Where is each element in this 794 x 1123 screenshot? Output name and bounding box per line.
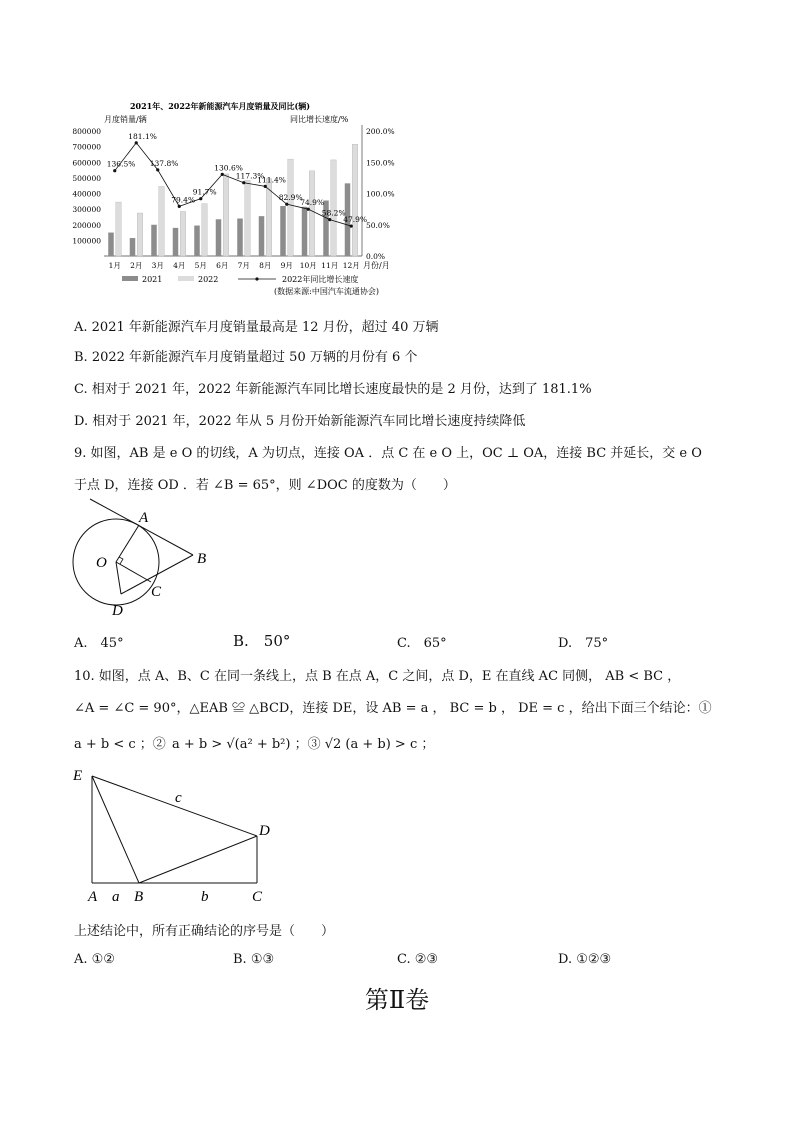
q9-option-c: C. 65° [397, 636, 447, 651]
growth-point [135, 141, 138, 144]
bar-2022 [352, 144, 358, 256]
bar-2021 [302, 207, 308, 256]
growth-point [328, 218, 331, 221]
x-tick-label: 9月 [280, 261, 293, 270]
x-tick-label: 12月 [342, 261, 360, 270]
x-tick-label: 6月 [216, 261, 229, 270]
left-tick-label: 800000 [72, 127, 101, 136]
q8-option-b: B. 2022 年新能源汽车月度销量超过 50 万辆的月份有 6 个 [74, 350, 418, 365]
growth-data-label: 74.9% [300, 198, 325, 208]
q10-stem-line3a: a + b < c ；② [74, 737, 166, 752]
right-axis-label: 同比增长速度/% [290, 115, 349, 124]
x-tick-label: 8月 [259, 261, 272, 270]
label-small-c: c [175, 790, 182, 806]
q10-option-c: C. ②③ [397, 952, 439, 967]
left-tick-label: 100000 [72, 236, 101, 246]
x-tick-label: 10月 [299, 261, 317, 270]
label-o: O [96, 555, 107, 571]
bar-2021 [108, 233, 114, 256]
label-c: C [151, 584, 162, 600]
label-c: C [252, 889, 263, 905]
growth-data-label: 58.2% [321, 208, 346, 218]
growth-data-label: 47.9% [343, 215, 368, 225]
bar-2022 [116, 202, 122, 256]
x-tick-labels [109, 261, 360, 270]
segment-ed [92, 776, 257, 836]
left-tick-label: 400000 [72, 189, 101, 199]
q10-option-d: D. ①②③ [558, 952, 612, 967]
q9-figure [64, 495, 224, 625]
segment-eb [92, 776, 139, 883]
right-tick-label: 100.0% [366, 189, 395, 199]
right-angle-mark [119, 557, 123, 564]
left-tick-label: 700000 [72, 142, 101, 152]
x-axis-label: 月份/月 [363, 261, 390, 270]
left-tick-label: 500000 [72, 173, 101, 183]
left-axis [72, 127, 101, 245]
bar-2022 [245, 180, 251, 256]
bar-2022 [266, 179, 272, 256]
right-tick-label: 50.0% [366, 220, 390, 230]
growth-data-label: 82.9% [278, 193, 303, 203]
q10-figure [70, 764, 280, 909]
growth-data-label: 117.3% [235, 171, 265, 181]
growth-point [242, 181, 245, 184]
right-tick-label: 0.0% [366, 252, 386, 261]
growth-point [156, 168, 159, 171]
growth-line [115, 143, 352, 226]
segment-oa [116, 525, 139, 562]
growth-point [285, 203, 288, 206]
left-tick-label: 600000 [72, 158, 101, 168]
label-d: D [112, 603, 123, 619]
segment-oc [116, 562, 151, 582]
left-axis-label: 月度销量/辆 [104, 115, 147, 124]
label-d: D [259, 823, 270, 839]
bar-2021 [173, 228, 179, 256]
q10-stem-line3b: a + b > √(a² + b²) ；③ √2 (a + b) > c ； [172, 737, 435, 752]
growth-data-label: 181.1% [128, 131, 157, 141]
q8-option-a: A. 2021 年新能源汽车月度销量最高是 12 月份，超过 40 万辆 [74, 320, 439, 335]
x-tick-label: 4月 [173, 261, 186, 270]
label-e: E [73, 768, 83, 784]
bar-2022 [180, 211, 186, 256]
left-tick-label: 200000 [72, 220, 101, 230]
legend-label-line: 2022年同比增长速度 [282, 275, 359, 284]
legend-swatch-2022 [178, 276, 194, 281]
growth-data-label: 136.5% [106, 159, 136, 169]
bar-2022 [309, 171, 315, 256]
label-small-a: a [112, 889, 120, 905]
growth-data-label: 137.8% [149, 158, 179, 168]
growth-point [350, 224, 353, 227]
x-tick-label: 7月 [237, 261, 250, 270]
growth-point [221, 173, 224, 176]
left-tick-label: 300000 [72, 205, 101, 215]
q9-stem-line1: 9. 如图，AB 是 e O 的切线，A 为切点，连接 OA ．点 C 在 e O 上，OC ⊥ OA，连接 BC 并延长，交 e O [74, 446, 702, 461]
tangent-line-ab [90, 499, 193, 555]
bar-2021 [130, 238, 136, 256]
q8-option-d: D. 相对于 2021 年，2022 年从 5 月份开始新能源汽车同比增长速度持续降低 [74, 414, 526, 429]
bar-2021 [151, 225, 157, 256]
x-tick-label: 2月 [130, 261, 143, 270]
section-title: 第Ⅱ卷 [364, 986, 430, 1014]
bar-2021 [237, 219, 243, 257]
x-tick-label: 1月 [108, 261, 121, 270]
right-tick-label: 150.0% [366, 158, 395, 168]
bar-2022 [202, 204, 208, 256]
label-a: A [88, 889, 98, 905]
q8-option-c: C. 相对于 2021 年，2022 年新能源汽车同比增长速度最快的是 2 月份，达到了 181.1% [74, 382, 592, 397]
legend-label-2021: 2021 [142, 275, 163, 284]
legend-line-marker [255, 277, 258, 280]
growth-data-label: 91.7% [192, 187, 217, 197]
bar-2021 [194, 226, 200, 256]
bar-2022 [159, 186, 165, 256]
bar-2022 [288, 159, 294, 256]
growth-data-label: 111.4% [257, 175, 286, 185]
q9-option-a: A. 45° [74, 636, 124, 651]
bar-2022 [223, 174, 229, 256]
label-a: A [139, 510, 149, 526]
segment-bd [139, 836, 257, 883]
growth-point [199, 197, 202, 200]
growth-point [264, 185, 267, 188]
right-tick-label: 200.0% [366, 127, 395, 136]
x-tick-label: 5月 [194, 261, 207, 270]
label-small-b: b [201, 889, 209, 905]
x-tick-label: 3月 [151, 261, 164, 270]
q10-option-a: A. ①② [74, 952, 115, 967]
legend-swatch-2021 [122, 276, 138, 281]
bar-2021 [280, 206, 286, 256]
label-b: B [197, 551, 207, 567]
segment-od [116, 562, 121, 594]
q9-option-d: D. 75° [558, 636, 609, 651]
growth-point [307, 208, 310, 211]
q9-stem-line2: 于点 D，连接 OD ．若 ∠B = 65°，则 ∠DOC 的度数为（ ） [74, 478, 456, 493]
legend-label-2022: 2022 [198, 275, 219, 284]
growth-point [113, 169, 116, 172]
growth-line-series [107, 132, 367, 228]
growth-point [178, 205, 181, 208]
right-axis [366, 127, 395, 261]
bar-2022 [137, 213, 143, 256]
q10-stem-line2: ∠A = ∠C = 90°，△EAB ≌ △BCD，连接 DE，设 AB = a ， BC = b ， DE = c ，给出下面三个结论：① [74, 701, 712, 716]
chart-source: (数据来源:中国汽车流通协会) [274, 287, 379, 296]
q10-option-b: B. ①③ [233, 952, 275, 967]
x-tick-label: 11月 [321, 261, 339, 270]
chart-title: 2021年、2022年新能源汽车月度销量及同比(辆) [129, 101, 311, 111]
growth-data-label: 130.6% [214, 163, 243, 173]
sales-chart [60, 95, 400, 300]
bar-2021 [216, 219, 222, 256]
bar-2021 [259, 216, 265, 256]
label-b: B [134, 889, 144, 905]
q9-option-b: B. 50° [233, 632, 291, 650]
q10-stem-line1: 10. 如图，点 A、B、C 在同一条线上，点 B 在点 A，C 之间，点 D，E 在直线 AC 同侧， AB < BC ， [74, 669, 681, 684]
q10-prompt: 上述结论中，所有正确结论的序号是（ ） [74, 924, 335, 939]
growth-data-label: 79.4% [171, 195, 196, 205]
